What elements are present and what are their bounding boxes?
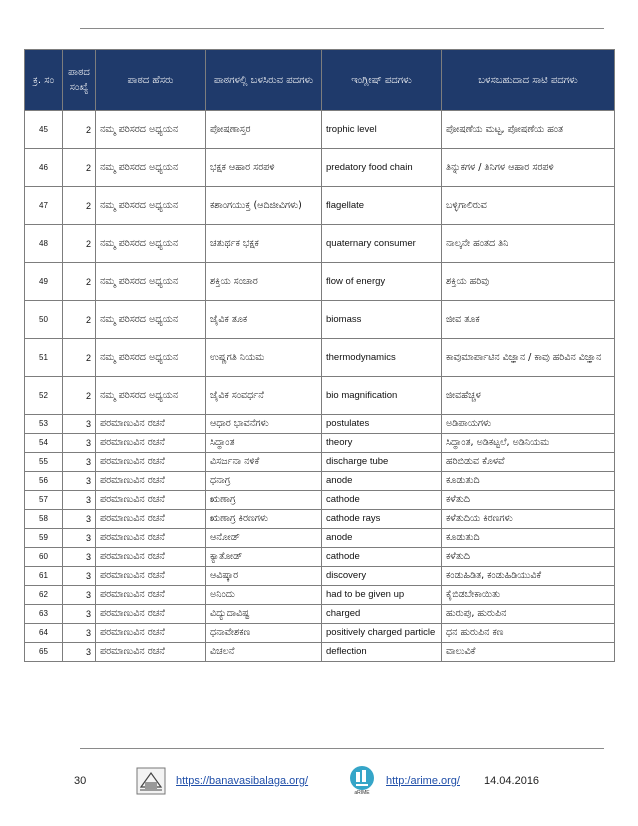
term-used-cell: ಧನಾವೇಶಕಣ — [206, 624, 322, 643]
usable-word-cell: ಪೋಷಣೆಯ ಮಟ್ಟ, ಪೋಷಣೆಯ ಹಂತ — [442, 111, 615, 149]
term-used-cell: ಉಷ್ಣಗತಿ ನಿಯಮ — [206, 339, 322, 377]
usable-word-cell: ಕಳೆತುದಿ — [442, 548, 615, 567]
serial-cell: 63 — [25, 605, 63, 624]
term-used-cell: ಜೈವಿಕ ತೂಕ — [206, 301, 322, 339]
chapter-no-cell: 2 — [63, 111, 96, 149]
chapter-name-cell: ಪರಮಾಣುವಿನ ರಚನೆ — [96, 472, 206, 491]
table-row — [25, 491, 615, 510]
serial-cell: 52 — [25, 377, 63, 415]
usable-word-cell: ಜೀವಹೆಚ್ಚಳ — [442, 377, 615, 415]
serial-cell: 59 — [25, 529, 63, 548]
english-term-cell: anode — [322, 472, 442, 491]
english-term-cell: bio magnification — [322, 377, 442, 415]
usable-word-cell: ಕಂಡುಹಿಡಿತ, ಕಂಡುಹಿಡಿಯುವಿಕೆ — [442, 567, 615, 586]
chapter-name-cell: ಪರಮಾಣುವಿನ ರಚನೆ — [96, 510, 206, 529]
chapter-no-cell: 3 — [63, 529, 96, 548]
term-used-cell: ಧನಾಗ್ರ — [206, 472, 322, 491]
chapter-name-cell: ನಮ್ಮ ಪರಿಸರದ ಅಧ್ಯಯನ — [96, 187, 206, 225]
term-used-cell: ಕಶಾಂಗಯುಕ್ತ (ಆದಿಜೀವಿಗಳು) — [206, 187, 322, 225]
chapter-no-cell: 3 — [63, 567, 96, 586]
term-used-cell: ಋಣಾಗ್ರ ಕಿರಣಗಳು — [206, 510, 322, 529]
chapter-name-cell: ನಮ್ಮ ಪರಿಸರದ ಅಧ್ಯಯನ — [96, 377, 206, 415]
term-used-cell: ಪೋಷಣಾಸ್ತರ — [206, 111, 322, 149]
header-rule — [80, 28, 604, 29]
serial-cell: 61 — [25, 567, 63, 586]
serial-cell: 58 — [25, 510, 63, 529]
page-footer — [0, 765, 638, 805]
english-term-cell: anode — [322, 529, 442, 548]
serial-cell: 60 — [25, 548, 63, 567]
english-term-cell: cathode — [322, 548, 442, 567]
usable-word-cell: ಶಕ್ತಿಯ ಹರಿವು — [442, 263, 615, 301]
usable-word-cell: ಹರಿಬಿಡುವ ಕೊಳವೆ — [442, 453, 615, 472]
usable-word-cell: ವಾಲುವಿಕೆ — [442, 643, 615, 662]
serial-cell: 50 — [25, 301, 63, 339]
chapter-no-cell: 3 — [63, 453, 96, 472]
english-term-cell: biomass — [322, 301, 442, 339]
footer-date: 14.04.2016 — [484, 775, 540, 787]
arime-link[interactable]: http:/arime.org/ — [386, 775, 460, 787]
english-term-cell: postulates — [322, 415, 442, 434]
chapter-name-cell: ನಮ್ಮ ಪರಿಸರದ ಅಧ್ಯಯನ — [96, 263, 206, 301]
english-term-cell: theory — [322, 434, 442, 453]
english-term-cell: had to be given up — [322, 586, 442, 605]
chapter-name-cell: ಪರಮಾಣುವಿನ ರಚನೆ — [96, 491, 206, 510]
term-used-cell: ವಿಚಲನೆ — [206, 643, 322, 662]
chapter-no-cell: 2 — [63, 225, 96, 263]
table-row — [25, 510, 615, 529]
english-term-cell: cathode — [322, 491, 442, 510]
term-used-cell: ಕ್ಯಾತೋಡ್ — [206, 548, 322, 567]
chapter-name-cell: ಪರಮಾಣುವಿನ ರಚನೆ — [96, 624, 206, 643]
chapter-name-cell: ಪರಮಾಣುವಿನ ರಚನೆ — [96, 567, 206, 586]
term-used-cell: ವಿಸರ್ಜನಾ ನಳಿಕೆ — [206, 453, 322, 472]
serial-cell: 49 — [25, 263, 63, 301]
table-row — [25, 415, 615, 434]
chapter-no-cell: 3 — [63, 548, 96, 567]
usable-word-cell: ಬಳ್ಳಿಗಾಲಿರುವ — [442, 187, 615, 225]
table-row — [25, 643, 615, 662]
table-row — [25, 339, 615, 377]
usable-word-cell: ಕಳೆತುದಿ — [442, 491, 615, 510]
term-used-cell: ಆನೋಡ್ — [206, 529, 322, 548]
chapter-name-cell: ಪರಮಾಣುವಿನ ರಚನೆ — [96, 415, 206, 434]
serial-cell: 54 — [25, 434, 63, 453]
arime-logo-icon — [348, 765, 376, 795]
chapter-name-cell: ಪರಮಾಣುವಿನ ರಚನೆ — [96, 434, 206, 453]
table-row — [25, 301, 615, 339]
table-row — [25, 605, 615, 624]
serial-cell: 57 — [25, 491, 63, 510]
table-row — [25, 529, 615, 548]
term-used-cell: ಭಕ್ಷಕ ಆಹಾರ ಸರಪಳಿ — [206, 149, 322, 187]
table-row — [25, 567, 615, 586]
svg-text:aRIME: aRIME — [354, 790, 370, 795]
usable-word-cell: ಹುರುಪು, ಹುರುಪಿನ — [442, 605, 615, 624]
table-row — [25, 187, 615, 225]
usable-word-cell: ಅಡಿಪಾಯಗಳು — [442, 415, 615, 434]
banavasi-balaga-logo-icon — [136, 767, 166, 795]
serial-cell: 51 — [25, 339, 63, 377]
chapter-name-cell: ಪರಮಾಣುವಿನ ರಚನೆ — [96, 453, 206, 472]
chapter-name-cell: ನಮ್ಮ ಪರಿಸರದ ಅಧ್ಯಯನ — [96, 301, 206, 339]
term-used-cell: ಚತುರ್ಥಕ ಭಕ್ಷಕ — [206, 225, 322, 263]
page-number: 30 — [74, 775, 87, 787]
serial-cell: 45 — [25, 111, 63, 149]
english-term-cell: flagellate — [322, 187, 442, 225]
table-row — [25, 377, 615, 415]
usable-word-cell: ಜೀವ ತೂಕ — [442, 301, 615, 339]
term-used-cell: ವಿದ್ಯುದಾವಿಷ್ಟ — [206, 605, 322, 624]
glossary-table — [24, 49, 615, 662]
usable-word-cell: ಕೈಬಿಡಬೇಕಾಯಿತು — [442, 586, 615, 605]
table-row — [25, 472, 615, 491]
serial-cell: 46 — [25, 149, 63, 187]
table-header-row — [25, 50, 615, 111]
serial-cell: 64 — [25, 624, 63, 643]
chapter-name-cell: ನಮ್ಮ ಪರಿಸರದ ಅಧ್ಯಯನ — [96, 225, 206, 263]
usable-word-cell: ಸಿದ್ಧಾಂತ, ಅಡಿಕಟ್ಟಲೆ, ಅಡಿನಿಯಮ — [442, 434, 615, 453]
serial-cell: 47 — [25, 187, 63, 225]
chapter-no-cell: 2 — [63, 187, 96, 225]
chapter-name-cell: ಪರಮಾಣುವಿನ ರಚನೆ — [96, 529, 206, 548]
usable-word-cell: ಕೂಡುತುದಿ — [442, 529, 615, 548]
term-used-cell: ಅನಿಂದು — [206, 586, 322, 605]
col-header-chapter-name: ಪಾಠದ ಹೆಸರು — [96, 50, 206, 111]
serial-cell: 65 — [25, 643, 63, 662]
chapter-no-cell: 2 — [63, 149, 96, 187]
term-used-cell: ಆಧಾರ ಭಾವನೆಗಳು — [206, 415, 322, 434]
table-row — [25, 624, 615, 643]
table-body — [25, 111, 615, 662]
english-term-cell: discharge tube — [322, 453, 442, 472]
chapter-no-cell: 3 — [63, 605, 96, 624]
english-term-cell: trophic level — [322, 111, 442, 149]
usable-word-cell: ಕೂಡುತುದಿ — [442, 472, 615, 491]
chapter-no-cell: 3 — [63, 624, 96, 643]
chapter-name-cell: ನಮ್ಮ ಪರಿಸರದ ಅಧ್ಯಯನ — [96, 111, 206, 149]
english-term-cell: cathode rays — [322, 510, 442, 529]
usable-word-cell: ಕಳೆತುದಿಯ ಕಿರಣಗಳು — [442, 510, 615, 529]
serial-cell: 48 — [25, 225, 63, 263]
chapter-no-cell: 2 — [63, 263, 96, 301]
serial-cell: 56 — [25, 472, 63, 491]
english-term-cell: charged — [322, 605, 442, 624]
english-term-cell: flow of energy — [322, 263, 442, 301]
chapter-name-cell: ಪರಮಾಣುವಿನ ರಚನೆ — [96, 586, 206, 605]
table-row — [25, 263, 615, 301]
usable-word-cell: ಕಾವುಮಾರ್ಪಾಟಿನ ವಿಜ್ಞಾನ / ಕಾವು ಹರಿವಿನ ವಿಜ್ಞಾನ — [442, 339, 615, 377]
chapter-name-cell: ಪರಮಾಣುವಿನ ರಚನೆ — [96, 605, 206, 624]
english-term-cell: predatory food chain — [322, 149, 442, 187]
table-row — [25, 434, 615, 453]
footer-rule — [80, 748, 604, 749]
chapter-no-cell: 2 — [63, 377, 96, 415]
chapter-no-cell: 3 — [63, 434, 96, 453]
chapter-no-cell: 2 — [63, 301, 96, 339]
term-used-cell: ಜೈವಿಕ ಸಂವರ್ಧನೆ — [206, 377, 322, 415]
english-term-cell: deflection — [322, 643, 442, 662]
chapter-no-cell: 3 — [63, 491, 96, 510]
table-row — [25, 149, 615, 187]
english-term-cell: thermodynamics — [322, 339, 442, 377]
table-row — [25, 225, 615, 263]
serial-cell: 53 — [25, 415, 63, 434]
table-row — [25, 453, 615, 472]
chapter-name-cell: ನಮ್ಮ ಪರಿಸರದ ಅಧ್ಯಯನ — [96, 149, 206, 187]
chapter-no-cell: 3 — [63, 415, 96, 434]
chapter-name-cell: ನಮ್ಮ ಪರಿಸರದ ಅಧ್ಯಯನ — [96, 339, 206, 377]
col-header-chapter-no: ಪಾಠದ ಸಂಖ್ಯೆ — [63, 50, 96, 111]
col-header-serial: ಕ್ರ. ಸಂ — [25, 50, 63, 111]
serial-cell: 55 — [25, 453, 63, 472]
term-used-cell: ಆವಿಷ್ಕಾರ — [206, 567, 322, 586]
chapter-no-cell: 3 — [63, 510, 96, 529]
banavasi-link[interactable]: https://banavasibalaga.org/ — [176, 775, 309, 787]
english-term-cell: discovery — [322, 567, 442, 586]
term-used-cell: ಶಕ್ತಿಯ ಸಂಚಾರ — [206, 263, 322, 301]
term-used-cell: ಋಣಾಗ್ರ — [206, 491, 322, 510]
usable-word-cell: ನಾಲ್ಕನೇ ಹಂತದ ತಿನಿ — [442, 225, 615, 263]
english-term-cell: quaternary consumer — [322, 225, 442, 263]
english-term-cell: positively charged particle — [322, 624, 442, 643]
chapter-name-cell: ಪರಮಾಣುವಿನ ರಚನೆ — [96, 643, 206, 662]
chapter-no-cell: 2 — [63, 339, 96, 377]
usable-word-cell: ಧನ ಹುರುಪಿನ ಕಣ — [442, 624, 615, 643]
chapter-no-cell: 3 — [63, 472, 96, 491]
serial-cell: 62 — [25, 586, 63, 605]
table-row — [25, 111, 615, 149]
table-row — [25, 548, 615, 567]
chapter-no-cell: 3 — [63, 643, 96, 662]
usable-word-cell: ತಿನ್ನುಕಗಳ / ತಿನಿಗಳ ಆಹಾರ ಸರಪಳಿ — [442, 149, 615, 187]
table-row — [25, 586, 615, 605]
col-header-term-used: ಪಾಠಗಳಲ್ಲಿ ಬಳಸಿರುವ ಪದಗಳು — [206, 50, 322, 111]
chapter-no-cell: 3 — [63, 586, 96, 605]
col-header-usable: ಬಳಸಬಹುದಾದ ಸಾಟಿ ಪದಗಳು — [442, 50, 615, 111]
term-used-cell: ಸಿದ್ಧಾಂತ — [206, 434, 322, 453]
chapter-name-cell: ಪರಮಾಣುವಿನ ರಚನೆ — [96, 548, 206, 567]
col-header-english: ಇಂಗ್ಲೀಷ್ ಪದಗಳು — [322, 50, 442, 111]
